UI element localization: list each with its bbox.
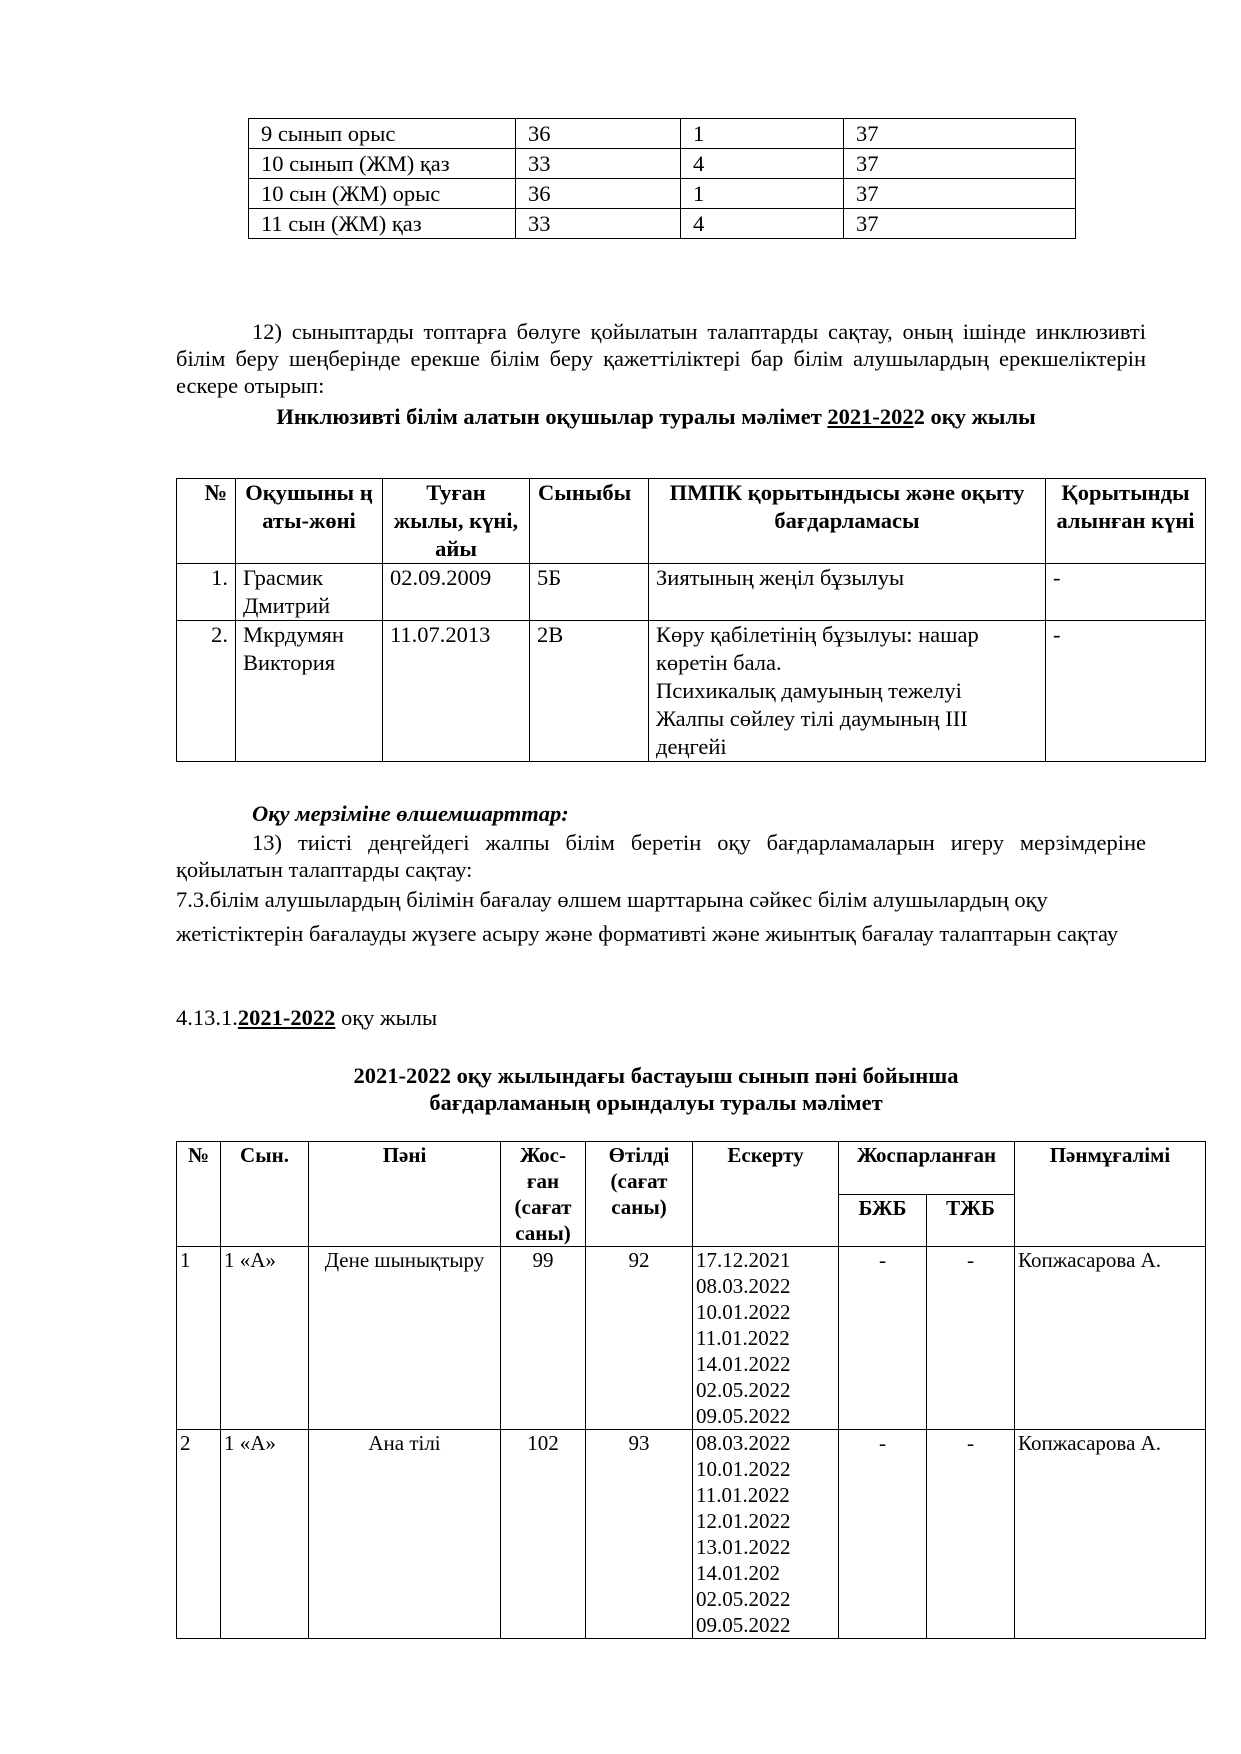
pmpk-cell: Көру қабілетінің бұзылуы: нашар көретін бала. Психикалық дамуының тежелуі Жалпы сөйлеу тілі даумының ІІІ деңгейі bbox=[649, 621, 1046, 762]
header-note: Ескерту bbox=[693, 1142, 839, 1247]
done-hours-cell: 92 bbox=[586, 1247, 693, 1430]
count-cell: 33 bbox=[516, 209, 681, 239]
header-subject: Пәні bbox=[309, 1142, 501, 1247]
num-cell: 1 bbox=[177, 1247, 221, 1430]
row-num-cell: 2. bbox=[177, 621, 236, 762]
header-birth-date: Туған жылы, күні, айы bbox=[383, 479, 530, 564]
class-name-cell: 10 сынып (ЖМ) қаз bbox=[249, 149, 516, 179]
birth-date-cell: 02.09.2009 bbox=[383, 564, 530, 621]
table-row bbox=[249, 209, 1076, 239]
teacher-cell: Копжасарова А. bbox=[1015, 1247, 1206, 1430]
bjb-cell: - bbox=[839, 1430, 927, 1639]
program-title: 2021-2022 оқу жылындағы бастауыш сынып пәні бойынша бағдарламаның орындалуы туралы мәлімет bbox=[353, 1063, 959, 1115]
year-line: 4.13.1.2021-2022 оқу жылы bbox=[176, 1005, 438, 1030]
student-name-cell: Грасмик Дмитрий bbox=[236, 564, 383, 621]
student-name-cell: Мкрдумян Виктория bbox=[236, 621, 383, 762]
header-planned-hours: Жос-ған (сағат саны) bbox=[501, 1142, 586, 1247]
table-row bbox=[249, 149, 1076, 179]
total-cell: 37 bbox=[844, 149, 1076, 179]
header-num: № bbox=[177, 479, 236, 564]
total-cell: 37 bbox=[844, 179, 1076, 209]
table-row bbox=[177, 564, 1206, 621]
header-pmpk: ПМПК қорытындысы және оқыту бағдарламасы bbox=[649, 479, 1046, 564]
header-conclusion-date: Қорытынды алынған күні bbox=[1046, 479, 1206, 564]
count-cell: 36 bbox=[516, 179, 681, 209]
paragraph-12: 12) сыныптарды топтарға бөлуге қойылатын талаптарды сақтау, оның ішінде инклюзивті білім беру шеңберінде ерекше білім беру қажеттіліктері бар білім алушылардың ерекшеліктерін ескере отырып: bbox=[176, 319, 1146, 398]
header-student-name: Оқушыны ң аты-жөні bbox=[236, 479, 383, 564]
bjb-cell: - bbox=[839, 1247, 927, 1430]
header-teacher: Пәнмұғалімі bbox=[1015, 1142, 1206, 1247]
count-cell: 36 bbox=[516, 119, 681, 149]
count-cell: 4 bbox=[681, 149, 844, 179]
count-cell: 33 bbox=[516, 149, 681, 179]
class-name-cell: 10 сын (ЖМ) орыс bbox=[249, 179, 516, 209]
paragraph-7-3: 7.3.білім алушылардың білімін бағалау өлшем шарттарына сәйкес білім алушылардың оқу жетістіктерін бағалауды жүзеге асыру және формативті және жиынтық бағалау талаптарын сақтау bbox=[176, 887, 1119, 946]
class-cell: 1 «А» bbox=[221, 1247, 309, 1430]
teacher-cell: Копжасарова А. bbox=[1015, 1430, 1206, 1639]
planned-hours-cell: 102 bbox=[501, 1430, 586, 1639]
count-cell: 1 bbox=[681, 119, 844, 149]
pmpk-cell: Зиятының жеңіл бұзылуы bbox=[649, 564, 1046, 621]
done-hours-cell: 93 bbox=[586, 1430, 693, 1639]
total-cell: 37 bbox=[844, 209, 1076, 239]
planned-hours-cell: 99 bbox=[501, 1247, 586, 1430]
criteria-heading: Оқу мерзіміне өлшемшарттар: bbox=[252, 801, 569, 826]
count-cell: 1 bbox=[681, 179, 844, 209]
total-cell: 37 bbox=[844, 119, 1076, 149]
subject-cell: Дене шынықтыру bbox=[309, 1247, 501, 1430]
header-class: Сын. bbox=[221, 1142, 309, 1247]
table-row bbox=[249, 119, 1076, 149]
birth-date-cell: 11.07.2013 bbox=[383, 621, 530, 762]
note-cell: 08.03.2022 10.01.2022 11.01.2022 12.01.2022 13.01.2022 14.01.202 02.05.2022 09.05.2022 bbox=[693, 1430, 839, 1639]
class-cell: 5Б bbox=[530, 564, 649, 621]
class-name-cell: 9 сынып орыс bbox=[249, 119, 516, 149]
class-count-table bbox=[248, 118, 1076, 239]
tjb-cell: - bbox=[927, 1247, 1015, 1430]
header-tjb: ТЖБ bbox=[927, 1194, 1015, 1247]
note-cell: 17.12.2021 08.03.2022 10.01.2022 11.01.2022 14.01.2022 02.05.2022 09.05.2022 bbox=[693, 1247, 839, 1430]
inclusive-title: Инклюзивті білім алатын оқушылар туралы мәлімет 2021-2022 оқу жылы bbox=[276, 404, 1036, 429]
conclusion-date-cell: - bbox=[1046, 621, 1206, 762]
table-row bbox=[177, 1430, 1206, 1639]
conclusion-date-cell: - bbox=[1046, 564, 1206, 621]
class-name-cell: 11 сын (ЖМ) қаз bbox=[249, 209, 516, 239]
subject-cell: Ана тілі bbox=[309, 1430, 501, 1639]
header-planned: Жоспарланған bbox=[839, 1142, 1015, 1195]
header-class: Сыныбы bbox=[530, 479, 649, 564]
count-cell: 4 bbox=[681, 209, 844, 239]
program-table bbox=[176, 1141, 1206, 1639]
tjb-cell: - bbox=[927, 1430, 1015, 1639]
table-row bbox=[177, 621, 1206, 762]
row-num-cell: 1. bbox=[177, 564, 236, 621]
table-row bbox=[177, 1247, 1206, 1430]
header-done-hours: Өтілді (сағат саны) bbox=[586, 1142, 693, 1247]
table-row bbox=[249, 179, 1076, 209]
class-cell: 1 «А» bbox=[221, 1430, 309, 1639]
inclusive-students-table bbox=[176, 478, 1206, 762]
header-num: № bbox=[177, 1142, 221, 1247]
class-cell: 2В bbox=[530, 621, 649, 762]
header-bjb: БЖБ bbox=[839, 1194, 927, 1247]
paragraph-13: 13) тиісті деңгейдегі жалпы білім беретін оқу бағдарламаларын игеру мерзімдеріне қойылатын талаптарды сақтау: bbox=[176, 830, 1146, 882]
num-cell: 2 bbox=[177, 1430, 221, 1639]
